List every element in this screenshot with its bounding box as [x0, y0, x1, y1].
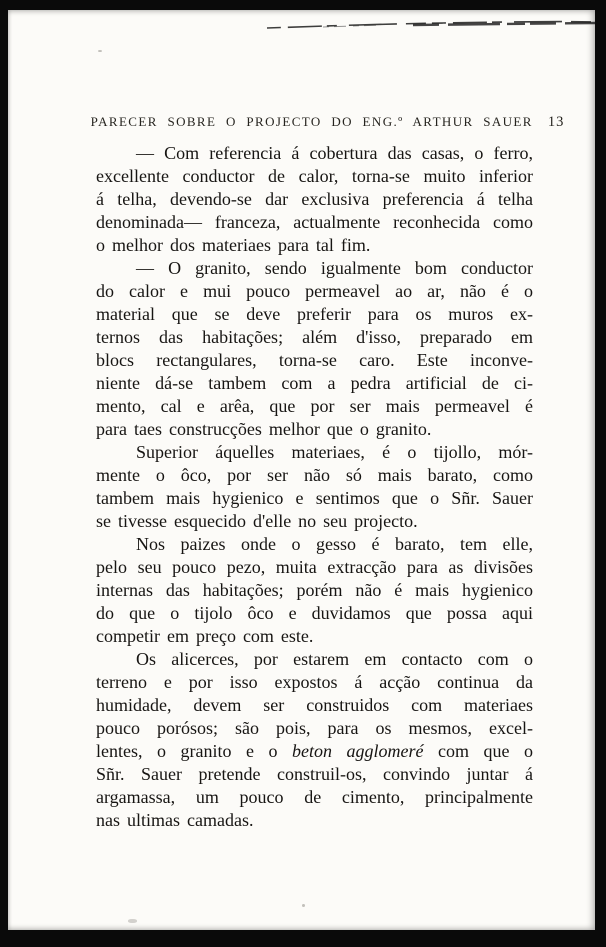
text-line: excellente conductor de calor, torna-se muito inferior	[96, 166, 533, 186]
text-line: Sñr. Sauer pretende construil-os, convindo juntar á	[96, 764, 533, 784]
scan-speck	[128, 919, 137, 923]
scan-speck	[168, 124, 171, 126]
text-line: lentes, o granito e o beton agglomeré com que o	[96, 741, 533, 761]
running-head-title: PARECER SOBRE O PROJECTO DO ENG.º ARTHUR SAUER	[90, 114, 533, 129]
text-line: Nos paizes onde o gesso é barato, tem elle,	[136, 534, 533, 554]
text-line: blocs rectangulares, torna-se caro. Este inconve-	[96, 350, 533, 370]
text-line: o melhor dos materiaes para tal fim.	[96, 235, 371, 255]
text-line: competir em preço com este.	[96, 626, 314, 646]
text-line: Superior áquelles materiaes, é o tijollo, mór-	[136, 442, 533, 462]
text-line: material que se deve preferir para os muros ex-	[96, 304, 533, 324]
book-page	[8, 10, 595, 930]
page-number: 13	[547, 114, 565, 130]
text-line: nas ultimas camadas.	[96, 810, 254, 830]
text-line: se tivesse esquecido d'elle no seu projecto.	[96, 511, 418, 531]
text-line: á telha, devendo-se dar exclusiva preferencia á telha	[96, 189, 533, 209]
text-line: pouco porósos; são pois, para os mesmos, excel-	[96, 718, 533, 738]
text-line: mento, cal e arêa, que por ser mais permeavel é	[96, 396, 533, 416]
text-line: denominada— franceza, actualmente reconhecida como	[96, 212, 533, 232]
scan-speck	[302, 904, 305, 907]
text-line: tambem mais hygienico e sentimos que o Sñr. Sauer	[96, 488, 533, 508]
text-line: para taes construcções melhor que o granito.	[96, 419, 432, 439]
text-line: terreno e por isso expostos á acção continua da	[96, 672, 533, 692]
text-line: internas das habitações; porém não é mais hygienico	[96, 580, 533, 600]
text-line: Os alicerces, por estarem em contacto com o	[136, 649, 533, 669]
text-line: pelo seu pouco pezo, muita extracção para as divisões	[96, 557, 533, 577]
text-block	[96, 142, 533, 832]
text-line: — O granito, sendo igualmente bom conductor	[136, 258, 533, 278]
text-line: argamassa, um pouco de cimento, principalmente	[96, 787, 533, 807]
text-line: ternos das habitações; além d'isso, preparado em	[96, 327, 533, 347]
scan-speck	[98, 50, 102, 52]
scratch-artifact	[263, 15, 599, 35]
text-line: — Com referencia á cobertura das casas, o ferro,	[136, 143, 533, 163]
text-line: do que o tijolo ôco e duvidamos que possa aqui	[96, 603, 533, 623]
text-line: niente dá-se tambem com a pedra artificial de ci-	[96, 373, 533, 393]
text-line: do calor e mui pouco permeavel ao ar, não é o	[96, 281, 533, 301]
running-head	[34, 114, 606, 131]
text-line: mente o ôco, por ser não só mais barato, como	[96, 465, 533, 485]
text-line: humidade, devem ser construidos com materiaes	[96, 695, 533, 715]
